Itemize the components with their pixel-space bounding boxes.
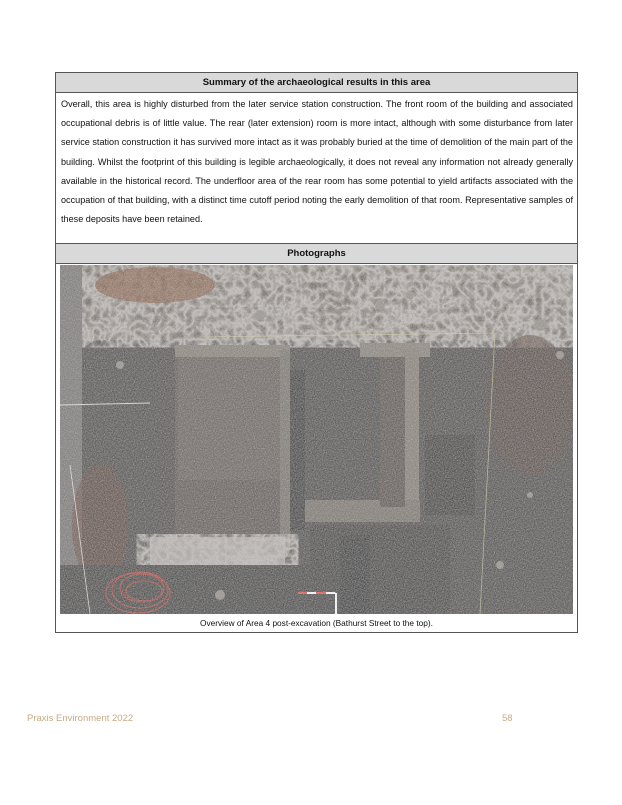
- results-table: [55, 72, 578, 633]
- summary-text: Overall, this area is highly disturbed from the later service station construction. The front room of the building and associated occupational debris is of little value. The rear (later extension) room is more intact, although with some disturbance from later service station construction it has survived more intact as it was probably buried at the time of demolition of the main part of the building. Whilst the footprint of this building is legible archaeologically, it does not reveal any information not already generally available in the historical record. The underfloor area of the rear room has some potential to yield artifacts associated with the occupation of that building, with a distinct time cutoff period noting the early demolition of that room. Representative samples of these deposits have been retained.: [61, 99, 573, 225]
- footer-company: Praxis Environment 2022: [27, 713, 134, 724]
- photographs-heading: Photographs: [56, 243, 577, 264]
- photo-caption: Overview of Area 4 post-excavation (Bathurst Street to the top).: [200, 618, 433, 628]
- excavation-photo-image: [60, 265, 573, 614]
- excavation-photo: [60, 265, 573, 614]
- footer-page-number: 58: [502, 713, 513, 724]
- summary-heading: Summary of the archaeological results in this area: [56, 73, 577, 93]
